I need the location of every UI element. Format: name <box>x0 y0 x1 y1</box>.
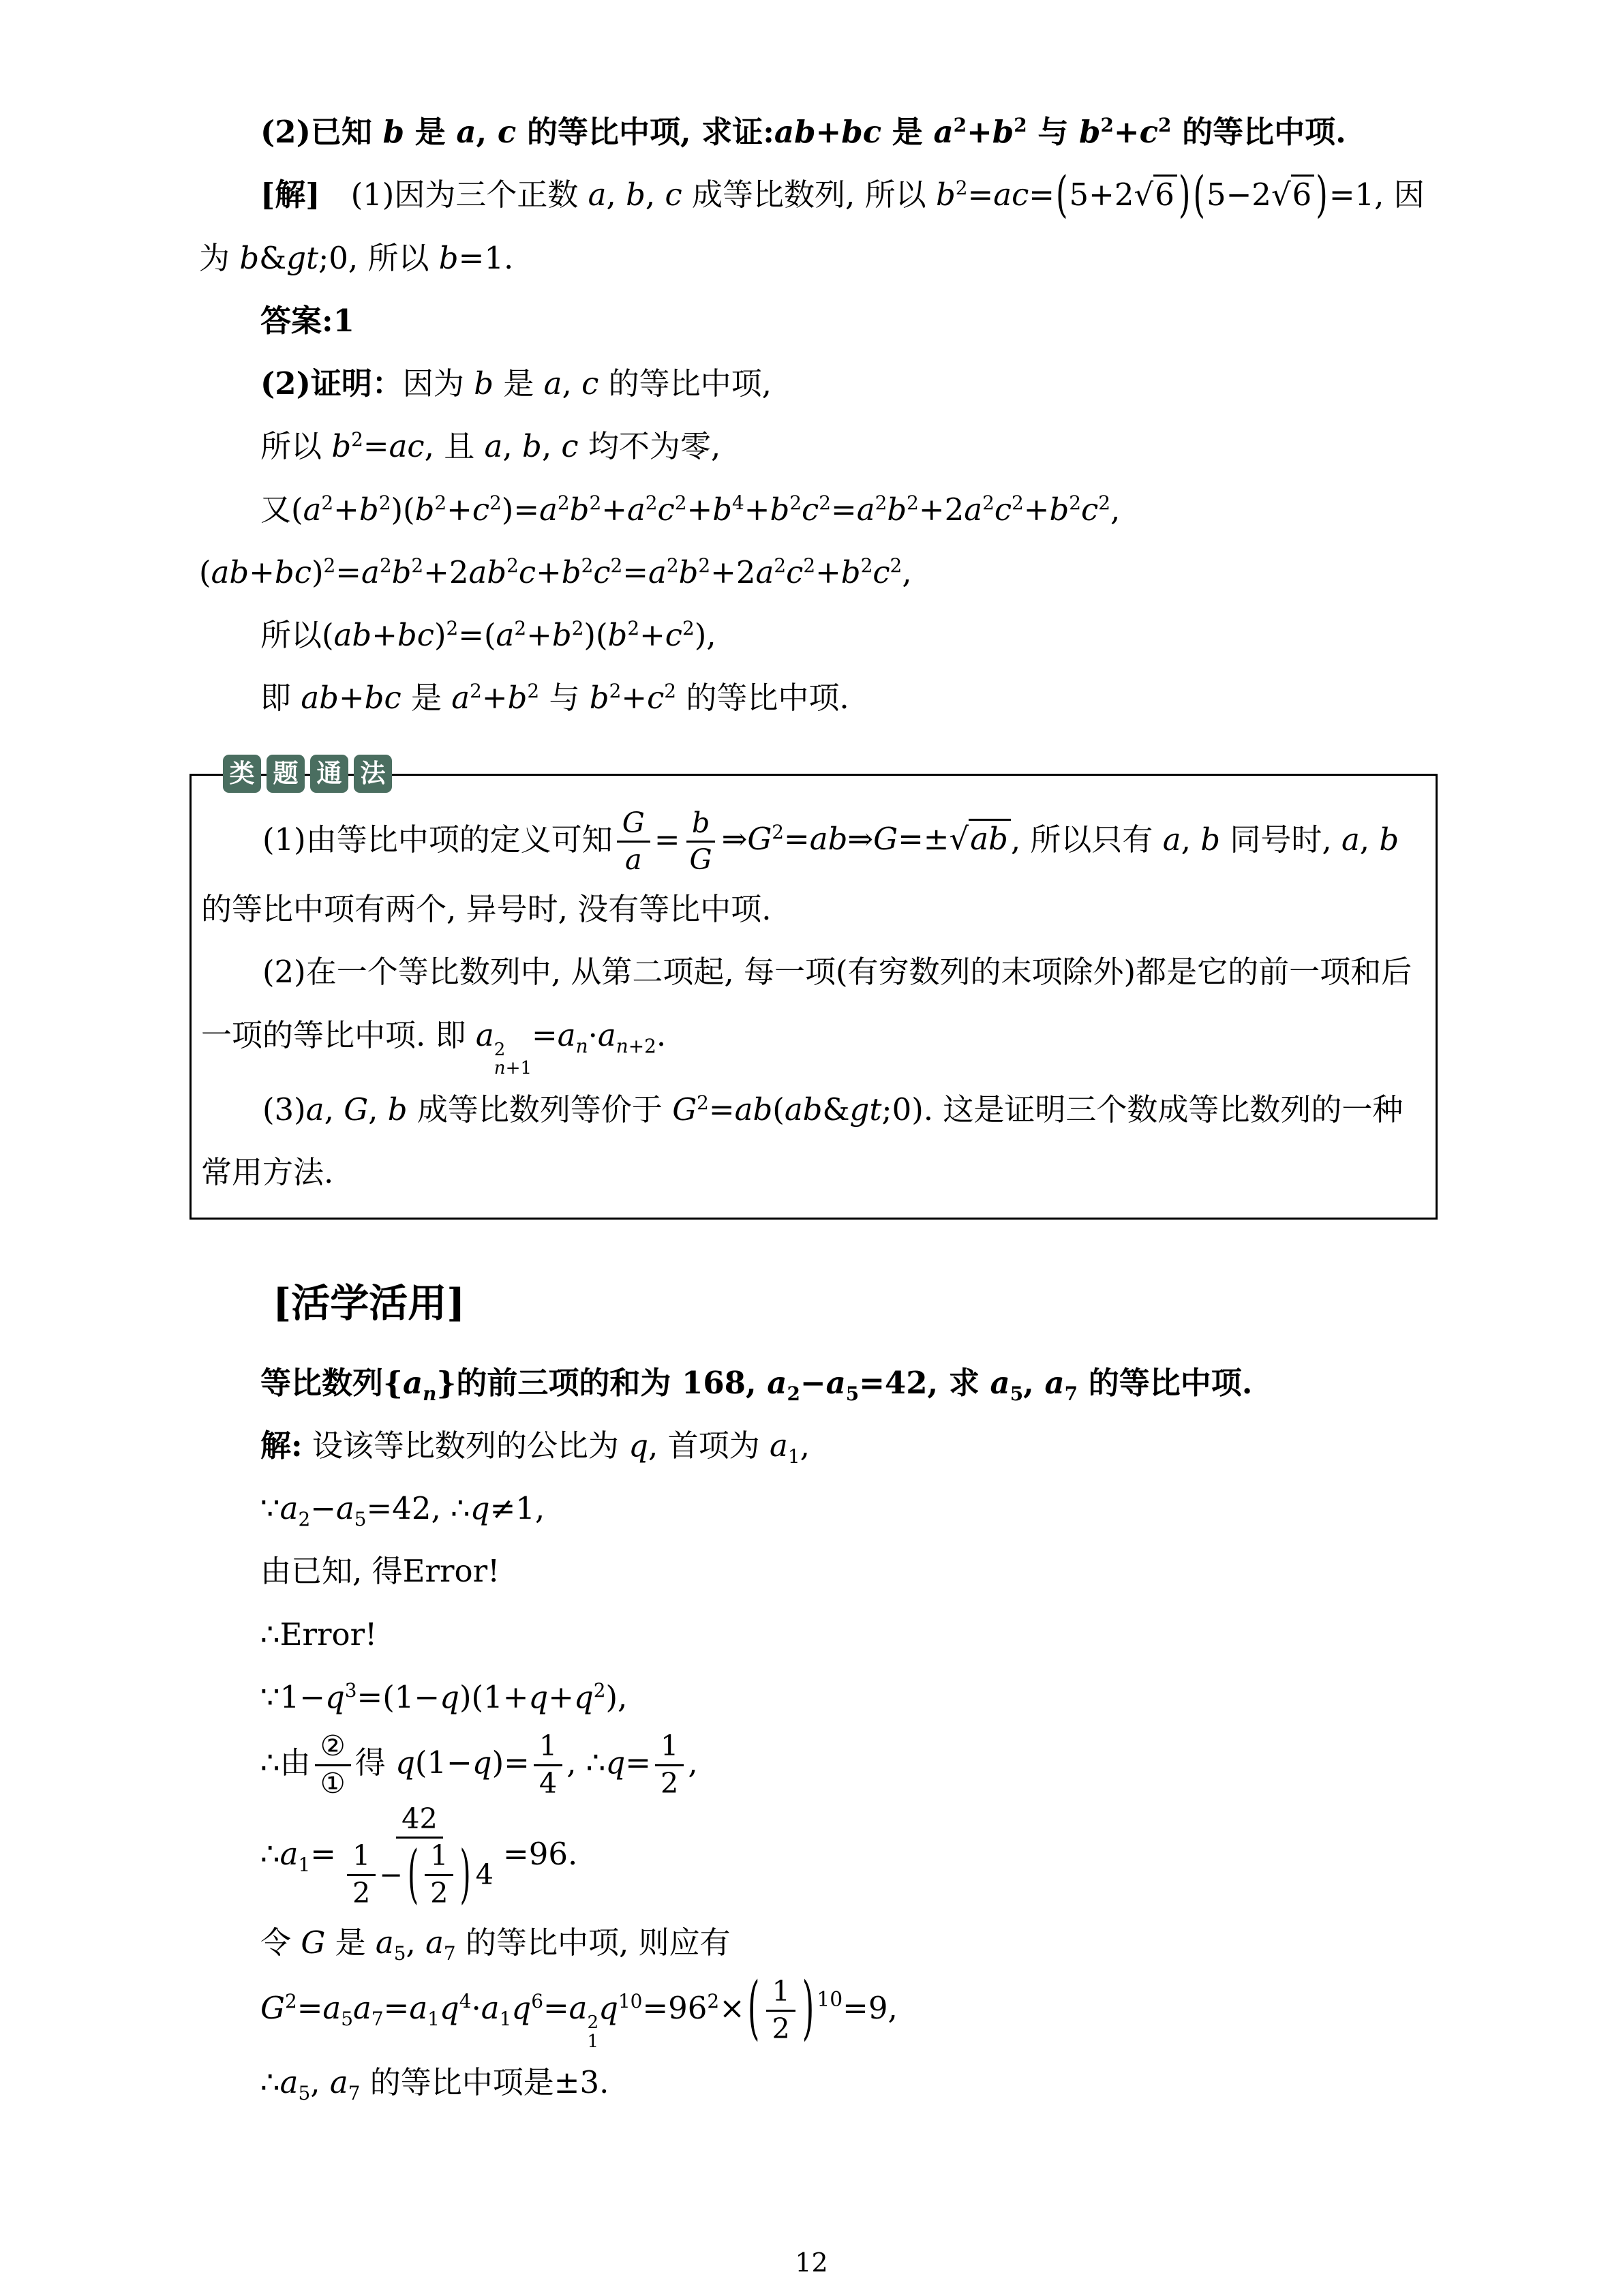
fraction-one-half <box>347 1839 376 1912</box>
proof-conclusion: 即 ab+bc 是 $a^2+b^2$ 与 $b^2+c^2$ 的等比中项. <box>260 680 849 716</box>
big-fraction-a1 <box>340 1802 499 1912</box>
solution-text-1: (1)因为三个正数 a, b, c 成等比数列, 所以 $b^2=ac=$ <box>320 177 1055 213</box>
fraction-numerator: 1 <box>655 1729 684 1766</box>
fraction-denominator <box>340 1839 499 1912</box>
line7-text-2: =96. <box>502 1835 578 1872</box>
method-label-char-2: 题 <box>267 755 305 793</box>
sqrt-six-2 <box>1271 177 1314 213</box>
left-paren: ( <box>1193 165 1205 224</box>
fraction-eq2-over-eq1 <box>315 1729 351 1802</box>
answer-line: 答案:1 <box>260 302 354 339</box>
practice-line-4: ∴Error! <box>260 1616 378 1652</box>
proof-line-1: 所以 $b^2=ac$, 且 a, b, c 均不为零, <box>260 428 721 465</box>
subscript: 1 <box>587 2031 599 2052</box>
practice-line-3: 由已知, 得Error! <box>260 1553 500 1590</box>
fraction-denominator: 2 <box>660 1766 679 1800</box>
method-item-1-text-3: , 所以只有 a, b 同号时, a, b 的等比中项有两个, 异号时, 没有等比中项. <box>201 821 1399 927</box>
minus-sign: − <box>379 1858 403 1891</box>
method-summary-box <box>189 759 1438 1220</box>
line9-text-1: $G^2=a_5a_7=a_1q^4\cdot a_1q^6=a$ <box>260 1989 588 2030</box>
line6-text-3: , ∴q= <box>566 1744 651 1781</box>
exponent-ten: 10 <box>817 1988 843 2012</box>
solution-label: [解] <box>260 177 320 213</box>
radical-icon: √ <box>1271 177 1291 213</box>
fraction-denominator: 2 <box>352 1877 371 1910</box>
left-paren: ( <box>1055 165 1068 224</box>
practice-line-2: $\because a_2-a_5=42$, ∴q≠1, <box>260 1490 545 1531</box>
fraction-denominator: 2 <box>430 1877 449 1910</box>
line6-text-1: ∴由 <box>260 1744 311 1781</box>
superscript: 2 <box>587 2012 599 2034</box>
method-item-2-text-1: (2)在一个等比数列中, 从第二项起, 每一项(有穷数列的末项除外)都是它的前一项和后一项的等比中项. 即 a <box>201 954 1412 1053</box>
method-item-3: (3)a, G, b 成等比数列等价于 $G^2=ab(ab\&gt;0)$. 这是证明三个数成等比数列的一种常用方法. <box>201 1091 1404 1190</box>
equals-sign: = <box>654 821 680 858</box>
method-item-1-text-1: (1)由等比中项的定义可知 <box>262 821 613 858</box>
right-paren: ) <box>459 1837 471 1911</box>
exponent-four: 4 <box>475 1858 494 1891</box>
practice-solution-start <box>199 1415 1428 1477</box>
fraction-numerator: ② <box>315 1729 351 1766</box>
practice-solution-text: 设该等比数列的公比为 q, 首项为 $a_1$, <box>302 1427 810 1468</box>
stacked-sup-sub <box>494 1041 532 1078</box>
stacked-sup-sub <box>588 2014 599 2051</box>
proof-start <box>199 352 1428 415</box>
fraction-numerator: 42 <box>396 1802 443 1839</box>
radical-icon: √ <box>1134 177 1154 213</box>
fraction-one-half <box>425 1839 453 1912</box>
fraction-one-half <box>655 1729 684 1802</box>
superscript: 2 <box>494 1039 506 1060</box>
practice-line-8: 令 G 是 $a_5$, $a_7$ 的等比中项, 则应有 <box>260 1924 731 1965</box>
sqrt-six-1 <box>1134 177 1177 213</box>
solution-text-2: 5+2 <box>1069 177 1134 213</box>
method-box-label <box>223 755 392 793</box>
method-item-2 <box>201 941 1418 1078</box>
left-paren: ( <box>747 1966 760 2049</box>
proof-label: (2)证明： <box>260 365 403 402</box>
right-paren: ) <box>802 1966 815 2049</box>
fraction-denominator: ① <box>320 1766 346 1800</box>
fraction-numerator: 1 <box>425 1839 453 1876</box>
solution-label-2: 解: <box>260 1427 303 1464</box>
solution-paragraph-1 <box>199 164 1428 290</box>
practice-section-heading: [活学活用] <box>273 1280 466 1327</box>
practice-line-9 <box>199 1966 1428 2052</box>
line6-text-2: 得 q(1−q)= <box>354 1744 530 1781</box>
solution-text-4: =1, 因为 b&gt;0, 所以 b=1. <box>199 177 1425 276</box>
method-label-char-1: 类 <box>223 755 261 793</box>
sqrt-ab <box>950 821 1011 857</box>
problem-statement-2: (2)已知 b 是 a, c 的等比中项, 求证:ab+bc 是 $a^2+b^2$ 与 $b^2+c^2$ 的等比中项. <box>260 114 1346 150</box>
method-item-1 <box>201 806 1418 941</box>
fraction-denominator: 4 <box>539 1766 558 1800</box>
fraction-denominator: 2 <box>772 2012 790 2045</box>
practice-line-7 <box>199 1802 1428 1912</box>
radical-icon: √ <box>949 821 969 858</box>
solution-text-3: 5−2 <box>1206 177 1271 213</box>
practice-problem: 等比数列$\{a_n\}$的前三项的和为 168, $a_2-a_5=42$, 求 $a_5$, $a_7$ 的等比中项. <box>260 1364 1253 1405</box>
subscript: n+1 <box>494 1058 532 1079</box>
fraction-denominator: G <box>689 843 712 877</box>
fraction-one-fourth <box>534 1729 562 1802</box>
practice-line-6 <box>199 1729 1428 1802</box>
radicand: 6 <box>1291 175 1315 213</box>
left-paren: ( <box>407 1837 419 1911</box>
fraction-b-over-G <box>684 806 718 879</box>
line7-text-1: $\therefore a_1=$ <box>260 1835 336 1876</box>
fraction-one-half <box>766 1974 795 2047</box>
fraction-numerator: G <box>617 806 650 843</box>
right-paren: ) <box>1178 165 1191 224</box>
fraction-numerator: 1 <box>766 1974 795 2012</box>
line9-text-3: =9, <box>843 1989 898 2026</box>
method-label-char-4: 法 <box>354 755 392 793</box>
radicand: ab <box>969 819 1011 857</box>
right-paren: ) <box>1316 165 1328 224</box>
fraction-numerator: 1 <box>347 1839 376 1876</box>
proof-text: 因为 b 是 a, c 的等比中项, <box>402 365 772 402</box>
fraction-numerator: 1 <box>534 1729 562 1766</box>
proof-line-2: 又$(a^2+b^2)(b^2+c^2)=a^2b^2+a^2c^2+b^4+b^2c^2=a^2b^2+2a^2c^2+b^2c^2$, $(ab+bc)^2=a^2b^2+2ab^2c+b^2c^2=a^2b^2+2a^2c^2+b^2c^2$, <box>199 491 1121 590</box>
practice-line-5: $\because 1-q^3=(1-q)(1+q+q^2)$, <box>260 1678 628 1715</box>
proof-line-3: 所以$(ab+bc)^2=(a^2+b^2)(b^2+c^2)$, <box>260 617 716 653</box>
radicand: 6 <box>1153 175 1177 213</box>
method-item-2-text-2: $=a_n\cdot a_{n+2}$. <box>532 1016 667 1057</box>
method-label-char-3: 通 <box>310 755 348 793</box>
method-item-1-text-2: $\Rightarrow G^2=ab\Rightarrow G=\pm$ <box>721 821 950 858</box>
fraction-numerator: b <box>686 806 716 843</box>
page-number: 12 <box>795 2248 828 2278</box>
fraction-denominator: a <box>624 843 642 877</box>
page-content <box>199 101 1428 2114</box>
line9-text-2: $q^{10}=96^2\times$ <box>598 1989 745 2026</box>
practice-conclusion: $\therefore a_5$, $a_7$ 的等比中项是±3. <box>260 2064 609 2104</box>
line6-text-4: , <box>688 1744 698 1781</box>
fraction-G-over-a <box>617 806 650 879</box>
